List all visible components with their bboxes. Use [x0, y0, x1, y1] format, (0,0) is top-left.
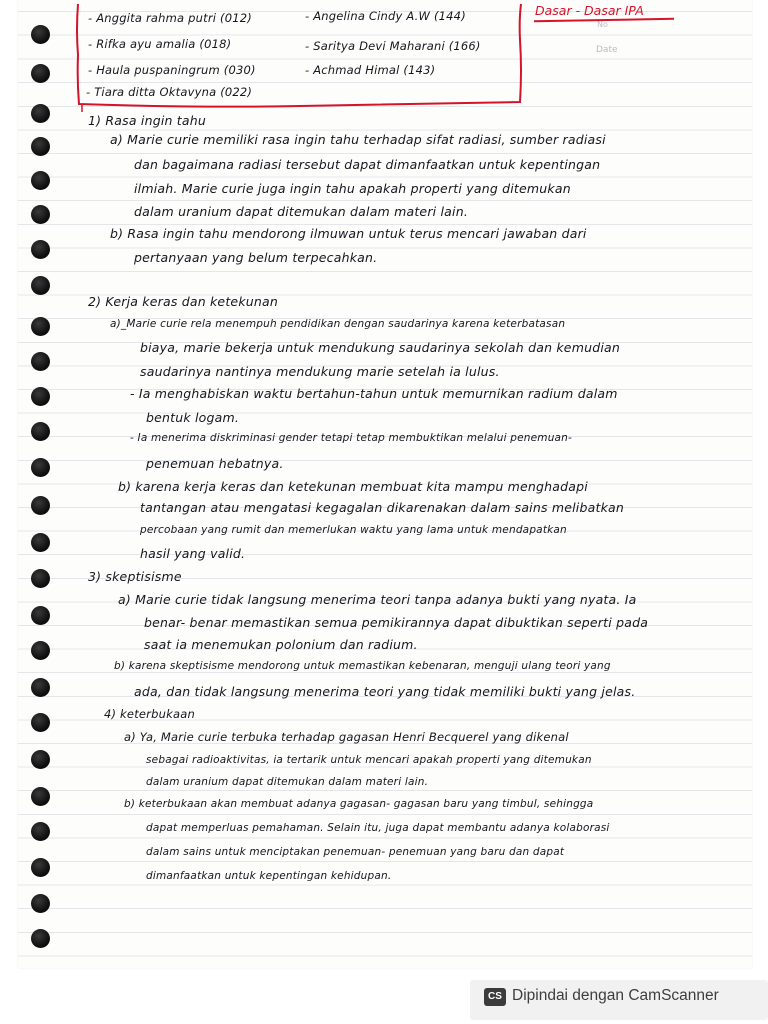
text-line: b) keterbukaan akan membuat adanya gagasan- gagasan baru yang timbul, sehingga	[124, 798, 594, 810]
text-line: tantangan atau mengatasi kegagalan dikarenakan dalam sains melibatkan	[140, 500, 624, 515]
binder-hole-icon	[31, 458, 50, 477]
text-line: bentuk logam.	[146, 410, 240, 425]
member-name: - Achmad Himal (143)	[305, 63, 436, 77]
member-name: - Rifka ayu amalia (018)	[88, 37, 232, 51]
text-line: benar- benar memastikan semua pemikirannya dapat dibuktikan seperti pada	[144, 615, 649, 630]
binder-hole-icon	[31, 352, 50, 371]
binder-hole-icon	[31, 641, 50, 660]
binder-hole-icon	[31, 822, 50, 841]
text-line: saudarinya nantinya mendukung marie setelah ia lulus.	[140, 364, 500, 379]
text-line: dan bagaimana radiasi tersebut dapat dimanfaatkan untuk kepentingan	[134, 157, 601, 172]
text-line: a)_Marie curie rela menempuh pendidikan dengan saudarinya karena keterbatasan	[110, 318, 566, 330]
member-name: - Haula puspaningrum (030)	[88, 63, 256, 77]
binder-hole-icon	[31, 496, 50, 515]
binder-hole-icon	[31, 929, 50, 948]
member-name: - Saritya Devi Maharani (166)	[305, 39, 481, 53]
text-line: hasil yang valid.	[140, 546, 246, 561]
text-line: dapat memperluas pemahaman. Selain itu, juga dapat membantu adanya kolaborasi	[146, 822, 610, 834]
text-line: b) Rasa ingin tahu mendorong ilmuwan untuk terus mencari jawaban dari	[110, 226, 587, 241]
section-heading: 1) Rasa ingin tahu	[88, 113, 206, 128]
text-line: ada, dan tidak langsung menerima teori yang tidak memiliki bukti yang jelas.	[134, 684, 636, 699]
text-line: dalam uranium dapat ditemukan dalam materi lain.	[134, 204, 469, 219]
page-title: Dasar - Dasar IPA	[535, 3, 644, 18]
text-line: saat ia menemukan polonium dan radium.	[144, 637, 418, 652]
text-line: dalam uranium dapat ditemukan dalam materi lain.	[146, 776, 429, 788]
binder-hole-icon	[31, 317, 50, 336]
binder-hole-icon	[31, 787, 50, 806]
binder-hole-icon	[31, 606, 50, 625]
section-heading: 4) keterbukaan	[104, 707, 195, 721]
binder-hole-icon	[31, 894, 50, 913]
binder-hole-icon	[31, 422, 50, 441]
binder-hole-icon	[31, 678, 50, 697]
text-line: dimanfaatkan untuk kepentingan kehidupan.	[146, 870, 392, 882]
text-line: - Ia menghabiskan waktu bertahun-tahun untuk memurnikan radium dalam	[130, 386, 618, 401]
binder-hole-icon	[31, 171, 50, 190]
text-line: pertanyaan yang belum terpecahkan.	[134, 250, 378, 265]
member-name: - Angelina Cindy A.W (144)	[305, 9, 466, 23]
section-heading: 3) skeptisisme	[88, 569, 182, 584]
text-line: sebagai radioaktivitas, ia tertarik untuk mencari apakah properti yang ditemukan	[146, 754, 592, 766]
binder-hole-icon	[31, 750, 50, 769]
text-line: ilmiah. Marie curie juga ingin tahu apakah properti yang ditemukan	[134, 181, 571, 196]
section-heading: 2) Kerja keras dan ketekunan	[88, 294, 278, 309]
text-line: biaya, marie bekerja untuk mendukung saudarinya sekolah dan kemudian	[140, 340, 620, 355]
text-line: b) karena skeptisisme mendorong untuk memastikan kebenaran, menguji ulang teori yang	[114, 660, 611, 672]
scanner-watermark: Dipindai dengan CamScanner	[512, 987, 719, 1004]
text-line: - Ia menerima diskriminasi gender tetapi tetap membuktikan melalui penemuan-	[130, 432, 573, 444]
member-name: - Tiara ditta Oktavyna (022)	[86, 85, 253, 99]
no-label: No	[597, 20, 608, 29]
text-line: a) Ya, Marie curie terbuka terhadap gagasan Henri Becquerel yang dikenal	[124, 730, 569, 744]
binder-hole-icon	[31, 713, 50, 732]
binder-hole-icon	[31, 240, 50, 259]
camscanner-logo-icon: CS	[484, 988, 506, 1006]
binder-hole-icon	[31, 858, 50, 877]
text-line: a) Marie curie memiliki rasa ingin tahu terhadap sifat radiasi, sumber radiasi	[110, 132, 606, 147]
text-line: b) karena kerja keras dan ketekunan membuat kita mampu menghadapi	[118, 479, 588, 494]
binder-hole-icon	[31, 533, 50, 552]
text-line: percobaan yang rumit dan memerlukan waktu yang lama untuk mendapatkan	[140, 524, 567, 536]
date-label: Date	[596, 45, 618, 55]
binder-hole-icon	[31, 137, 50, 156]
text-line: penemuan hebatnya.	[146, 456, 284, 471]
text-line: a) Marie curie tidak langsung menerima teori tanpa adanya bukti yang nyata. Ia	[118, 592, 637, 607]
binder-hole-icon	[31, 387, 50, 406]
text-line: dalam sains untuk menciptakan penemuan- penemuan yang baru dan dapat	[146, 846, 565, 858]
member-name: - Anggita rahma putri (012)	[88, 11, 252, 25]
binder-hole-icon	[31, 205, 50, 224]
binder-hole-icon	[31, 569, 50, 588]
binder-hole-icon	[31, 276, 50, 295]
